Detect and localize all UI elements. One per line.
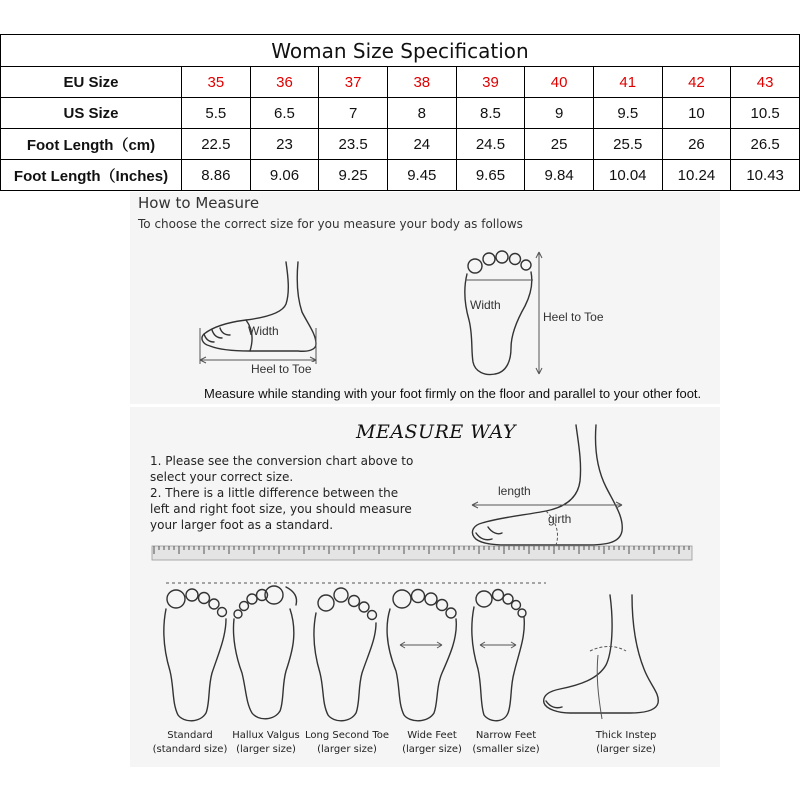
side-foot-icon [190,254,370,379]
foot-wide-feet-icon [380,585,460,725]
foot-type-label [150,729,230,757]
table-cell: 23.5 [319,129,388,160]
how-to-measure-subtitle: To choose the correct size for you measure your body as follows [138,217,523,231]
table-cell: 25 [525,129,594,160]
how-to-measure-caption: Measure while standing with your foot firmly on the floor and parallel to your other foot. [204,386,702,401]
foot-type-note: (larger size) [596,744,656,755]
table-cell: 26.5 [731,129,800,160]
table-cell: 9.25 [319,160,388,191]
foot-type-label [302,729,392,757]
how-to-measure-panel [130,192,720,404]
table-row [1,129,800,160]
table-cell: 25.5 [593,129,662,160]
sole-foot-icon [455,250,555,380]
side-length-label: Heel to Toe [248,362,315,376]
table-cell: 37 [319,67,388,98]
table-cell: 9.06 [250,160,319,191]
foot-type-note: (larger size) [317,744,377,755]
size-table [0,34,800,191]
table-cell: 8.86 [182,160,251,191]
measure-way-panel [130,407,720,767]
length-label: length [498,484,531,498]
ruler-icon [152,546,692,560]
table-cell: 5.5 [182,98,251,129]
foot-type-note: (larger size) [402,744,462,755]
table-cell: 8.5 [456,98,525,129]
table-cell: 10 [662,98,731,129]
foot-narrow-feet-icon [456,585,536,725]
foot-type-name: Long Second Toe [304,730,390,741]
table-row [1,160,800,191]
table-cell: 9.5 [593,98,662,129]
sole-width-label: Width [470,298,501,312]
table-cell: 43 [731,67,800,98]
table-cell: 39 [456,67,525,98]
measure-step-1: 1. Please see the conversion chart above to select your correct size. [150,454,414,484]
foot-type-note: (larger size) [236,744,296,755]
foot-type-note: (smaller size) [472,744,540,755]
table-cell: 40 [525,67,594,98]
measure-step-2: 2. There is a little difference between the left and right foot size, you should measure your larger foot as a standard. [150,486,412,532]
table-cell: 26 [662,129,731,160]
foot-type-label [392,729,472,757]
how-to-measure-title: How to Measure [138,194,260,212]
table-cell: 24.5 [456,129,525,160]
foot-type-note: (standard size) [152,744,228,755]
table-cell: 36 [250,67,319,98]
table-cell: 22.5 [182,129,251,160]
foot-thick-instep-icon [540,585,690,725]
foot-type-label [226,729,306,757]
table-cell: 10.04 [593,160,662,191]
table-cell: 10.43 [731,160,800,191]
row-header: US Size [1,98,182,129]
foot-standard-icon [152,585,232,725]
table-cell: 38 [387,67,456,98]
table-cell: 10.5 [731,98,800,129]
table-cell: 35 [182,67,251,98]
foot-type-label [586,729,666,757]
table-cell: 23 [250,129,319,160]
table-cell: 9.65 [456,160,525,191]
foot-type-name: Thick Instep [595,730,657,741]
sole-length-label: Heel to Toe [543,310,604,324]
measure-way-title: MEASURE WAY [356,421,516,443]
table-cell: 9.84 [525,160,594,191]
table-cell: 24 [387,129,456,160]
foot-hallux-valgus-icon [228,581,308,725]
row-header: Foot Length（cm) [1,129,182,160]
table-cell: 41 [593,67,662,98]
foot-type-name: Narrow Feet [475,730,537,741]
row-header: EU Size [1,67,182,98]
table-cell: 10.24 [662,160,731,191]
table-cell: 42 [662,67,731,98]
foot-type-name: Hallux Valgus [232,730,300,741]
table-cell: 8 [387,98,456,129]
table-cell: 7 [319,98,388,129]
table-row [1,67,800,98]
table-title-row [1,35,800,67]
table-row [1,98,800,129]
table-cell: 9 [525,98,594,129]
foot-long-second-toe-icon [304,585,384,725]
row-header: Foot Length（Inches) [1,160,182,191]
foot-type-label [466,729,546,757]
table-cell: 9.45 [387,160,456,191]
foot-type-name: Standard [167,730,213,741]
girth-label: girth [548,512,572,526]
table-cell: 6.5 [250,98,319,129]
foot-type-name: Wide Feet [407,730,457,741]
side-width-label: Width [248,324,279,338]
table-title: Woman Size Specification [1,35,800,67]
